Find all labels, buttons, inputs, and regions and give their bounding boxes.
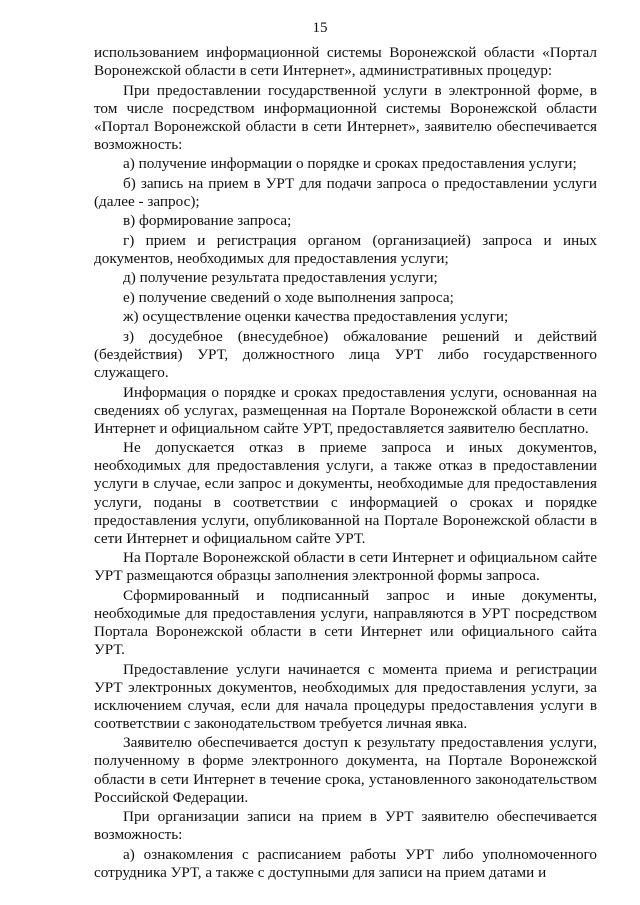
document-body [94,44,597,883]
paragraph-no-refusal: Не допускается отказ в приеме запроса и иных документов, необходимых для предоставления услуги, а также отказ в предоставлении услуги в случае, если запрос и документы, необходимые для предоставления услуги, поданы в соответствии с информацией о сроках и порядке предоставления услуги, опубликованной на Портале Воронежской области в сети Интернет и официальном сайте УРТ. [94,439,597,547]
paragraph-request-submission: Сформированный и подписанный запрос и иные документы, необходимые для предоставления услуги, направляются в УРТ посредством Портала Воронежской области в сети Интернет или официального сайта УРТ. [94,586,597,659]
list-item-a: а) получение информации о порядке и сроках предоставления услуги; [123,155,577,173]
list-item-b: б) запись на прием в УРТ для подачи запроса о предоставлении услуги (далее - запрос); [94,174,597,210]
list-item-g: г) прием и регистрация органом (организацией) запроса и иных документов, необходимых для предоставления услуги; [94,231,597,267]
paragraph-appointment-intro: При организации записи на прием в УРТ заявителю обеспечивается возможность: [94,808,597,844]
list-item-v: в) формирование запроса; [123,212,292,230]
paragraph-free-information: Информация о порядке и сроках предоставления услуги, основанная на сведениях об услугах, размещенная на Портале Воронежской области в сети Интернет и официальном сайте УРТ, предоставляется заявителю бесплатно. [94,383,597,437]
paragraph-form-samples: На Портале Воронежской области в сети Интернет и официальном сайте УРТ размещаются образцы заполнения электронной формы запроса. [94,549,597,585]
paragraph-appointment-item-a: а) ознакомления с расписанием работы УРТ либо уполномоченного сотрудника УРТ, а также с доступными для записи на прием датами и [94,845,597,881]
paragraph-electronic-form-intro: При предоставлении государственной услуги в электронной форме, в том числе посредством информационной системы Воронежской области «Портал Воронежской области в сети Интернет», заявителю обеспечивается возможность: [94,81,597,153]
paragraph-service-start: Предоставление услуги начинается с момента приема и регистрации УРТ электронных документов, необходимых для предоставления услуги, за исключением случая, если для начала процедуры предоставления услуги в соответствии с законодательством требуется личная явка. [94,660,597,732]
list-item-d: д) получение результата предоставления услуги; [123,269,438,287]
paragraph-result-access: Заявителю обеспечивается доступ к результату предоставления услуги, полученному в форме электронного документа, на Портале Воронежской области в сети Интернет в течение срока, установленного законодательством Российской Федерации. [94,734,597,806]
list-item-z: з) досудебное (внесудебное) обжалование решений и действий (бездействия) УРТ, должностного лица УРТ либо государственного служащего. [94,327,597,382]
list-item-e: е) получение сведений о ходе выполнения запроса; [123,288,454,306]
paragraph-continuation: использованием информационной системы Воронежской области «Портал Воронежской области в сети Интернет», административных процедур: [94,44,597,80]
list-item-zh: ж) осуществление оценки качества предоставления услуги; [123,308,509,326]
page-number: 15 [312,20,328,36]
